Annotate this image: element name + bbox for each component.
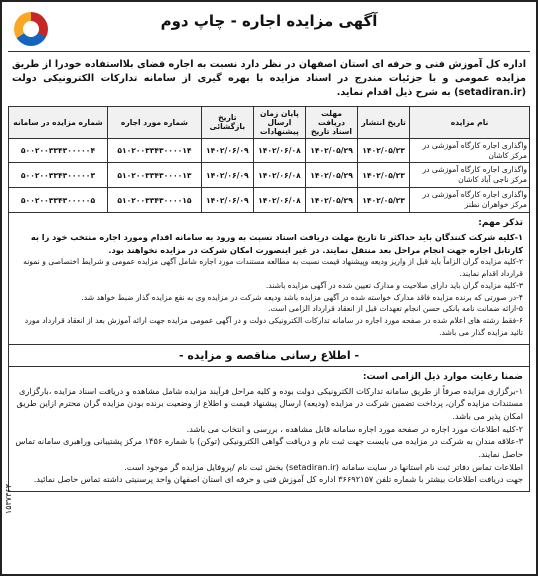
note-item: ۲-کلیه مزایده گران الزاماً باید قبل از واریز ودیعه وپیشنهاد قیمت نسبت به مطالعه مستندات مورد اجاره شامل آگهی مزایده عمومی و شرایط اختصاصی و نمونه قرارداد اقدام نمایند. [23, 257, 523, 278]
col-header: شماره مورد اجاره [108, 106, 202, 138]
col-header: مهلت دریافت اسناد تاریخ [305, 106, 357, 138]
note-item: ۳-کلیه مزایده گران باید دارای صلاحیت و مدارک تعیین شده در آگهی مزایده باشند. [265, 280, 523, 290]
col-header: شماره مزایده در سامانه [9, 106, 108, 138]
col-header: نام مزایده [410, 106, 530, 138]
cell: ۱۴۰۲/۰۵/۲۳ [358, 138, 410, 163]
cell-name: واگذاری اجاره کارگاه آموزشی در مرکز خواهران نطنز [410, 188, 530, 213]
cell: ۵۰۰۲۰۰۳۳۴۳۰۰۰۰۰۴ [9, 138, 108, 163]
cell: ۱۴۰۲/۰۶/۰۹ [201, 188, 253, 213]
requirements-title: ضمنا رعایت موارد ذیل الزامی است: [362, 371, 523, 382]
table-row [9, 188, 530, 213]
side-reference-number: ۱۵۳۷۳۶۳ [4, 483, 13, 514]
cell: ۵۱۰۲۰۰۳۳۴۳۰۰۰۰۱۳ [108, 163, 202, 188]
requirement-item: ۱-برگزاری مزایده صرفاً از طریق سامانه تدارکات الکترونیکی دولت بوده و کلیه مراحل فرآیند مزایده شامل مشاهده و دریافت اسناد مزایده ،بارگزاری مستندات مزایده گران، پرداخت تضمین شرکت در مزایده (ودیعه) ارسال پیشنهاد قیمت و اطلاع از وضعیت برنده بودن مزایده گران محترم ازاین طریق امکان پذیر می باشد. [16, 385, 523, 421]
auction-table [8, 106, 530, 213]
cell: ۱۴۰۲/۰۶/۰۸ [253, 188, 305, 213]
table-row [9, 163, 530, 188]
intro-paragraph: اداره کل آموزش فنی و حرفه ای استان اصفهان در نظر دارد نسبت به اجاره فضای بلااستفاده خودرا از طریق مزایده عمومی و با جزئیات مندرج در اسناد مزایده با بهره گیری از سامانه تدارکات الکترونیکی دولت (setadiran.ir) به شرح ذیل اقدام نماید. [12, 59, 526, 98]
cell-name: واگذاری اجاره کارگاه آموزشی در مرکز کاشان [410, 138, 530, 163]
cell: ۵۱۰۲۰۰۳۳۴۳۰۰۰۰۱۴ [108, 138, 202, 163]
cell: ۵۰۰۲۰۰۳۳۴۳۰۰۰۰۰۵ [9, 188, 108, 213]
col-header: پایان زمان ارسال پیشنهادات [253, 106, 305, 138]
cell: ۱۴۰۲/۰۶/۰۸ [253, 138, 305, 163]
cell-name: واگذاری اجاره کارگاه آموزشی در مرکز ناجی آباد کاشان [410, 163, 530, 188]
requirement-item: اطلاعات تماس دفاتر ثبت نام استانها در سایت سامانه (setadiran.ir) بخش ثبت نام /پروفایل مزایده گر موجود است. [124, 461, 523, 472]
cell: ۱۴۰۲/۰۶/۰۹ [201, 138, 253, 163]
requirement-item: ۲-کلیه اطلاعات مورد اجاره در صفحه مورد اجاره سامانه قابل مشاهده ، بررسی و انتخاب می باشد. [186, 423, 523, 434]
cell: ۱۴۰۲/۰۶/۰۸ [253, 163, 305, 188]
note-item: ۴-در صورتی که برنده مزایده فاقد مدارک خواسته شده در آگهی مزایده باشد ودیعه شرکت در مزایده وی به نفع مزایده گذار ضبط خواهد شد. [81, 292, 523, 302]
important-notes [8, 213, 530, 345]
col-header: تاریخ بازگشائی [201, 106, 253, 138]
table-header-row [9, 106, 530, 138]
requirements-section [8, 367, 530, 493]
cell: ۱۴۰۲/۰۵/۲۳ [358, 163, 410, 188]
organization-logo-icon [14, 12, 48, 46]
note-item: ۵-ارائه ضمانت نامه بانکی حسن انجام تعهدات قبل از انعقاد قرارداد الزامی است. [268, 304, 523, 314]
info-banner: - اطلاع رسانی مناقصه و مزایده - [8, 345, 530, 367]
col-header: تاریخ انتشار [358, 106, 410, 138]
note-item: ۱-کلیه شرکت کنندگان باید حداکثر تا تاریخ مهلت دریافت اسناد نسبت به ورود به سامانه اقدام ومورد اجاره منتخب خود را به کارتابل اجاره جهت انجام مراحل بعد منتقل نمایند. در غیر اینصورت امکان شرکت در مزایده نخواهند بود. [30, 231, 523, 255]
requirement-item: ۳-علاقه مندان به شرکت در مزایده می بایست جهت ثبت نام و دریافت گواهی الکترونیکی (توکن) با شماره ۱۴۵۶ مرکز پشتیبانی وراهبری سامانه تماس حاصل نمایند. [15, 436, 523, 460]
cell: ۵۰۰۲۰۰۳۳۴۳۰۰۰۰۰۳ [9, 163, 108, 188]
requirement-item: جهت دریافت اطلاعات بیشتر با شماره تلفن ۳۶۶۹۲۱۵۷ اداره کل آموزش فنی و حرفه ای استان اصفهان واحد پرسنیتی داشته تماس حاصل نمائید. [33, 474, 523, 485]
ad-header [8, 6, 530, 52]
ad-title: آگهی مزایده اجاره - چاپ دوم [160, 12, 378, 30]
note-item: ۶-فقط رشته های اعلام شده در صفحه مورد اجاره در سامانه تدارکات الکترونیکی دولت و در آگهی عمومی مزایده جهت ارائه آموزش بعد از انعقاد قرارداد مورد تائید مزایده گذار می باشد. [24, 316, 523, 337]
cell: ۱۴۰۲/۰۶/۰۹ [201, 163, 253, 188]
table-row [9, 138, 530, 163]
cell: ۱۴۰۲/۰۵/۲۹ [305, 188, 357, 213]
cell: ۱۴۰۲/۰۵/۲۹ [305, 163, 357, 188]
cell: ۱۴۰۲/۰۵/۲۹ [305, 138, 357, 163]
notes-title: تذکر مهم: [478, 217, 523, 228]
cell: ۵۱۰۲۰۰۳۳۴۳۰۰۰۰۱۵ [108, 188, 202, 213]
cell: ۱۴۰۲/۰۵/۲۳ [358, 188, 410, 213]
